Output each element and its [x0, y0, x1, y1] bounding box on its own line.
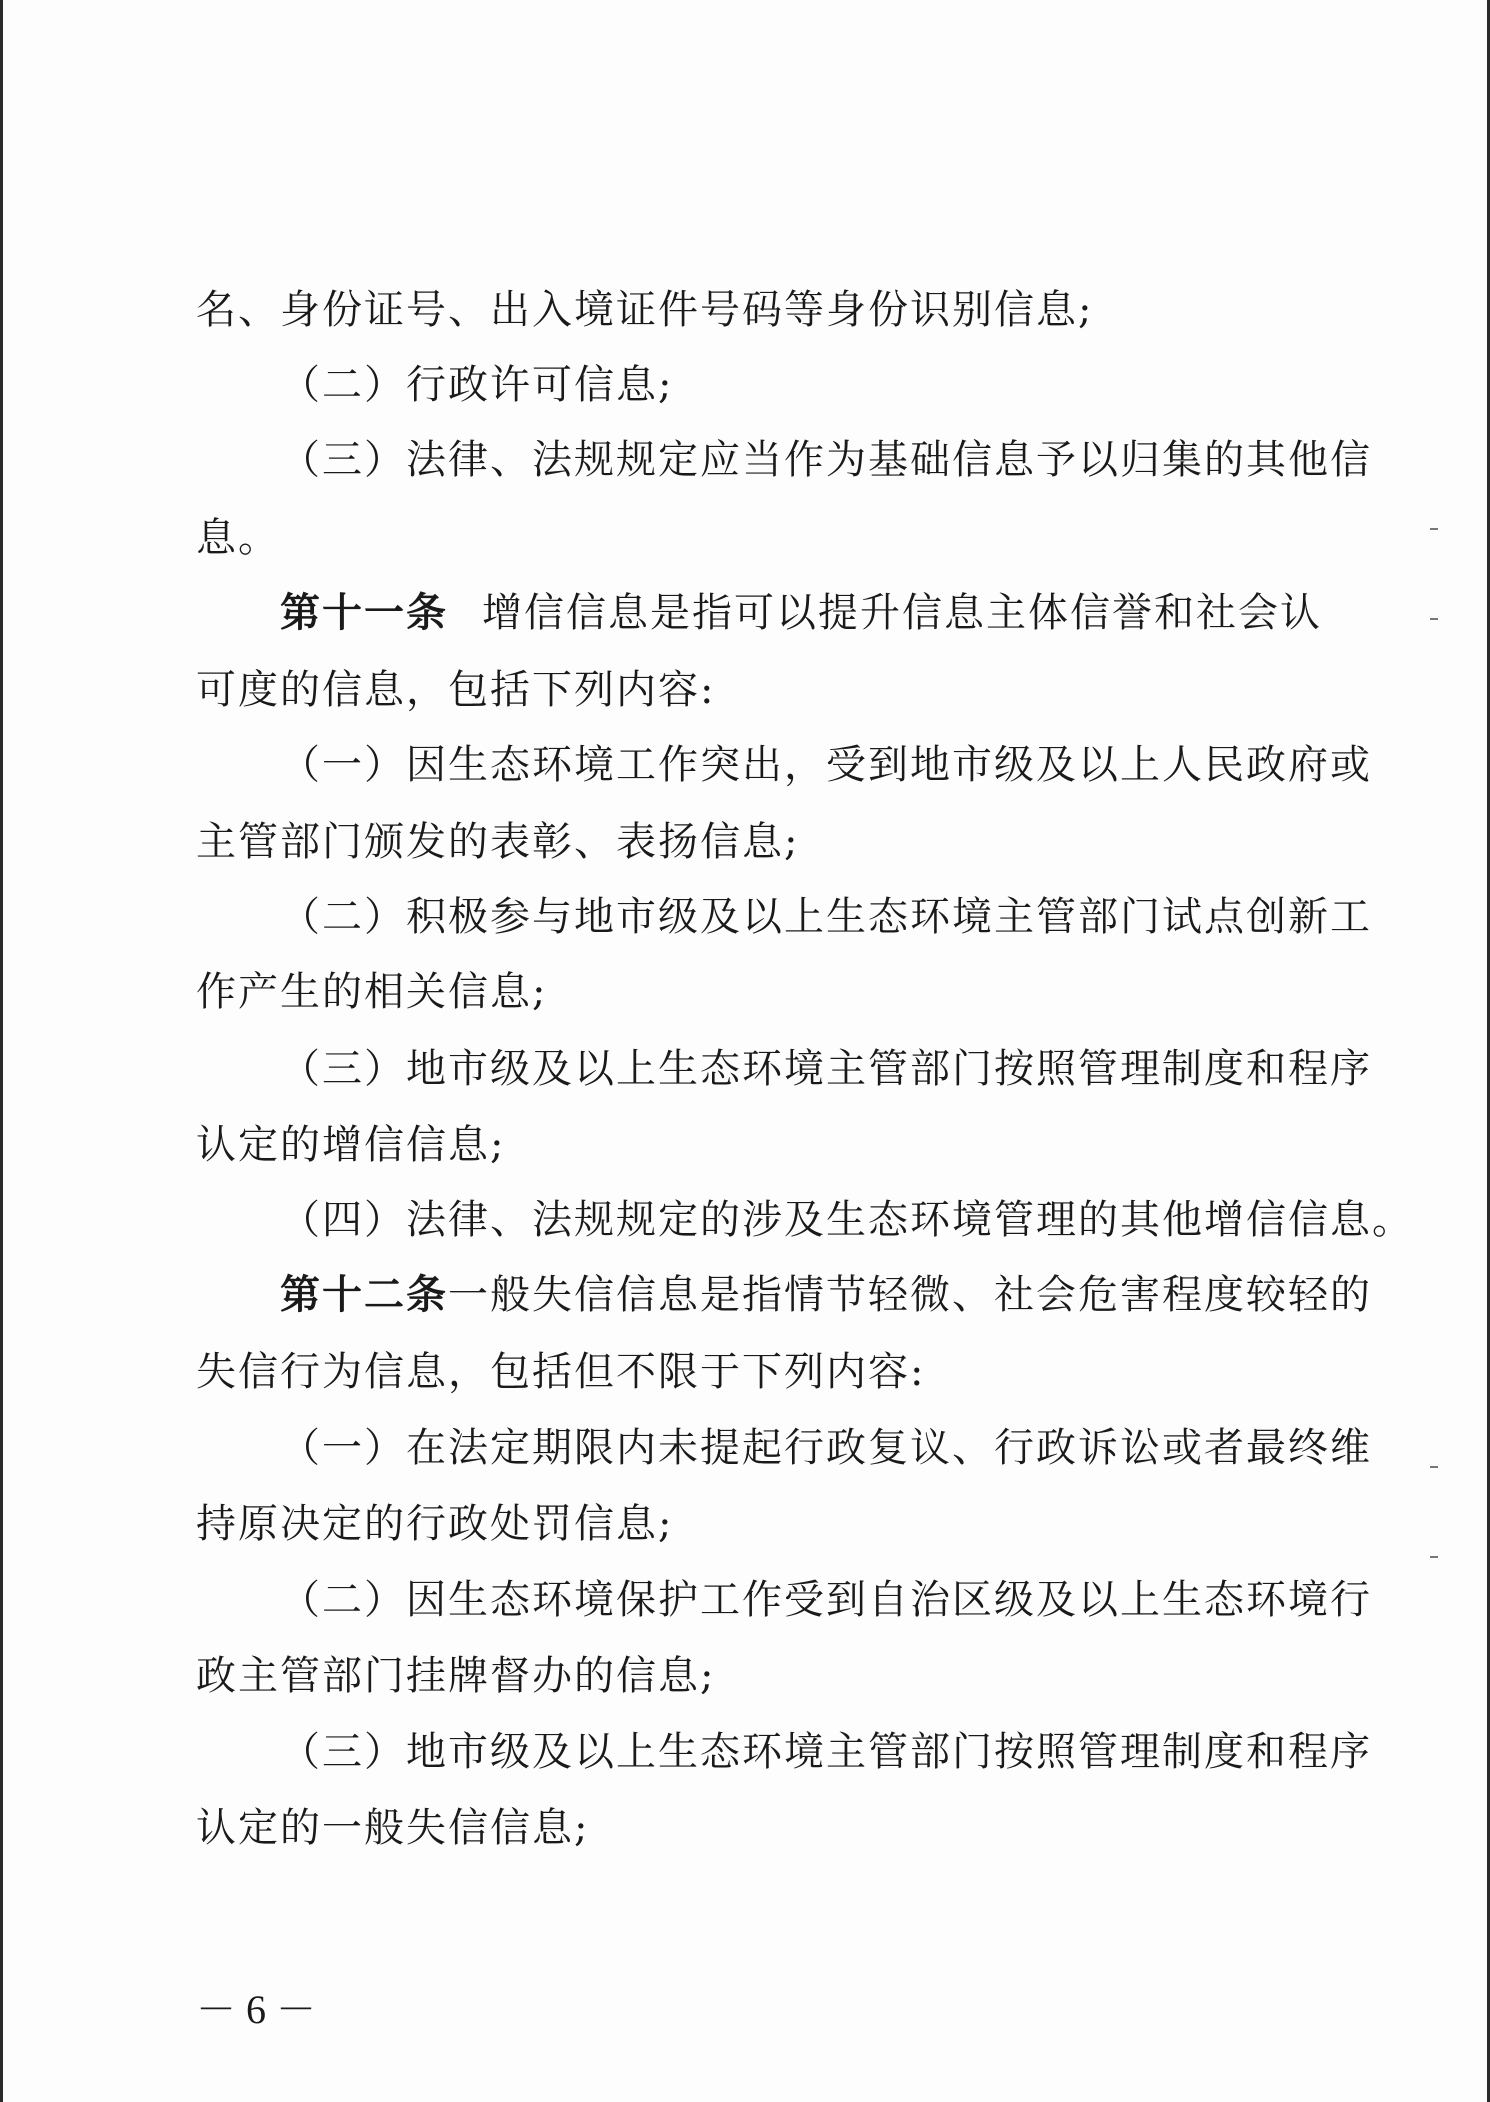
scan-mark — [1430, 1556, 1438, 1558]
paragraph-line: （三）地市级及以上生态环境主管部门按照管理制度和程序 — [280, 1729, 1372, 1775]
paragraph-line: 名、身份证号、出入境证件号码等身份识别信息; — [196, 287, 1094, 333]
article-heading: 第十二条 — [280, 1271, 448, 1318]
scan-mark — [1430, 1466, 1438, 1468]
paragraph-line: 第十二条一般失信信息是指情节轻微、社会危害程度较轻的 — [280, 1271, 1372, 1318]
paragraph-line: （二）因生态环境保护工作受到自治区级及以上生态环境行 — [280, 1577, 1372, 1623]
paragraph-line: （三）法律、法规规定应当作为基础信息予以归集的其他信 — [280, 437, 1372, 483]
paragraph-line: 政主管部门挂牌督办的信息; — [196, 1653, 716, 1699]
article-heading: 第十一条 — [280, 589, 448, 636]
paragraph-line: 可度的信息，包括下列内容: — [196, 667, 716, 713]
paragraph-line: （一）在法定期限内未提起行政复议、行政诉讼或者最终维 — [280, 1425, 1372, 1471]
scan-mark — [1430, 618, 1438, 620]
scan-mark — [1430, 528, 1438, 530]
paragraph-line: 息。 — [196, 515, 280, 561]
paragraph-line: 认定的一般失信信息; — [196, 1805, 590, 1851]
page-left-edge — [0, 0, 3, 2102]
paragraph-line: 持原决定的行政处罚信息; — [196, 1501, 674, 1547]
page-number: －6－ — [196, 1987, 326, 2032]
paragraph-line: （二）行政许可信息; — [280, 362, 674, 408]
paragraph-line: 认定的增信信息; — [196, 1122, 506, 1168]
paragraph-line: 作产生的相关信息; — [196, 969, 548, 1015]
paragraph-line: 主管部门颁发的表彰、表扬信息; — [196, 819, 800, 865]
paragraph-line: 失信行为信息，包括但不限于下列内容: — [196, 1349, 926, 1395]
paragraph-line: （二）积极参与地市级及以上生态环境主管部门试点创新工 — [280, 894, 1372, 940]
paragraph-line: （一）因生态环境工作突出，受到地市级及以上人民政府或 — [280, 742, 1372, 788]
paragraph-line: 第十一条 增信信息是指可以提升信息主体信誉和社会认 — [280, 589, 1322, 636]
paragraph-line: （三）地市级及以上生态环境主管部门按照管理制度和程序 — [280, 1046, 1372, 1092]
paragraph-line: （四）法律、法规规定的涉及生态环境管理的其他增信信息。 — [280, 1197, 1414, 1243]
